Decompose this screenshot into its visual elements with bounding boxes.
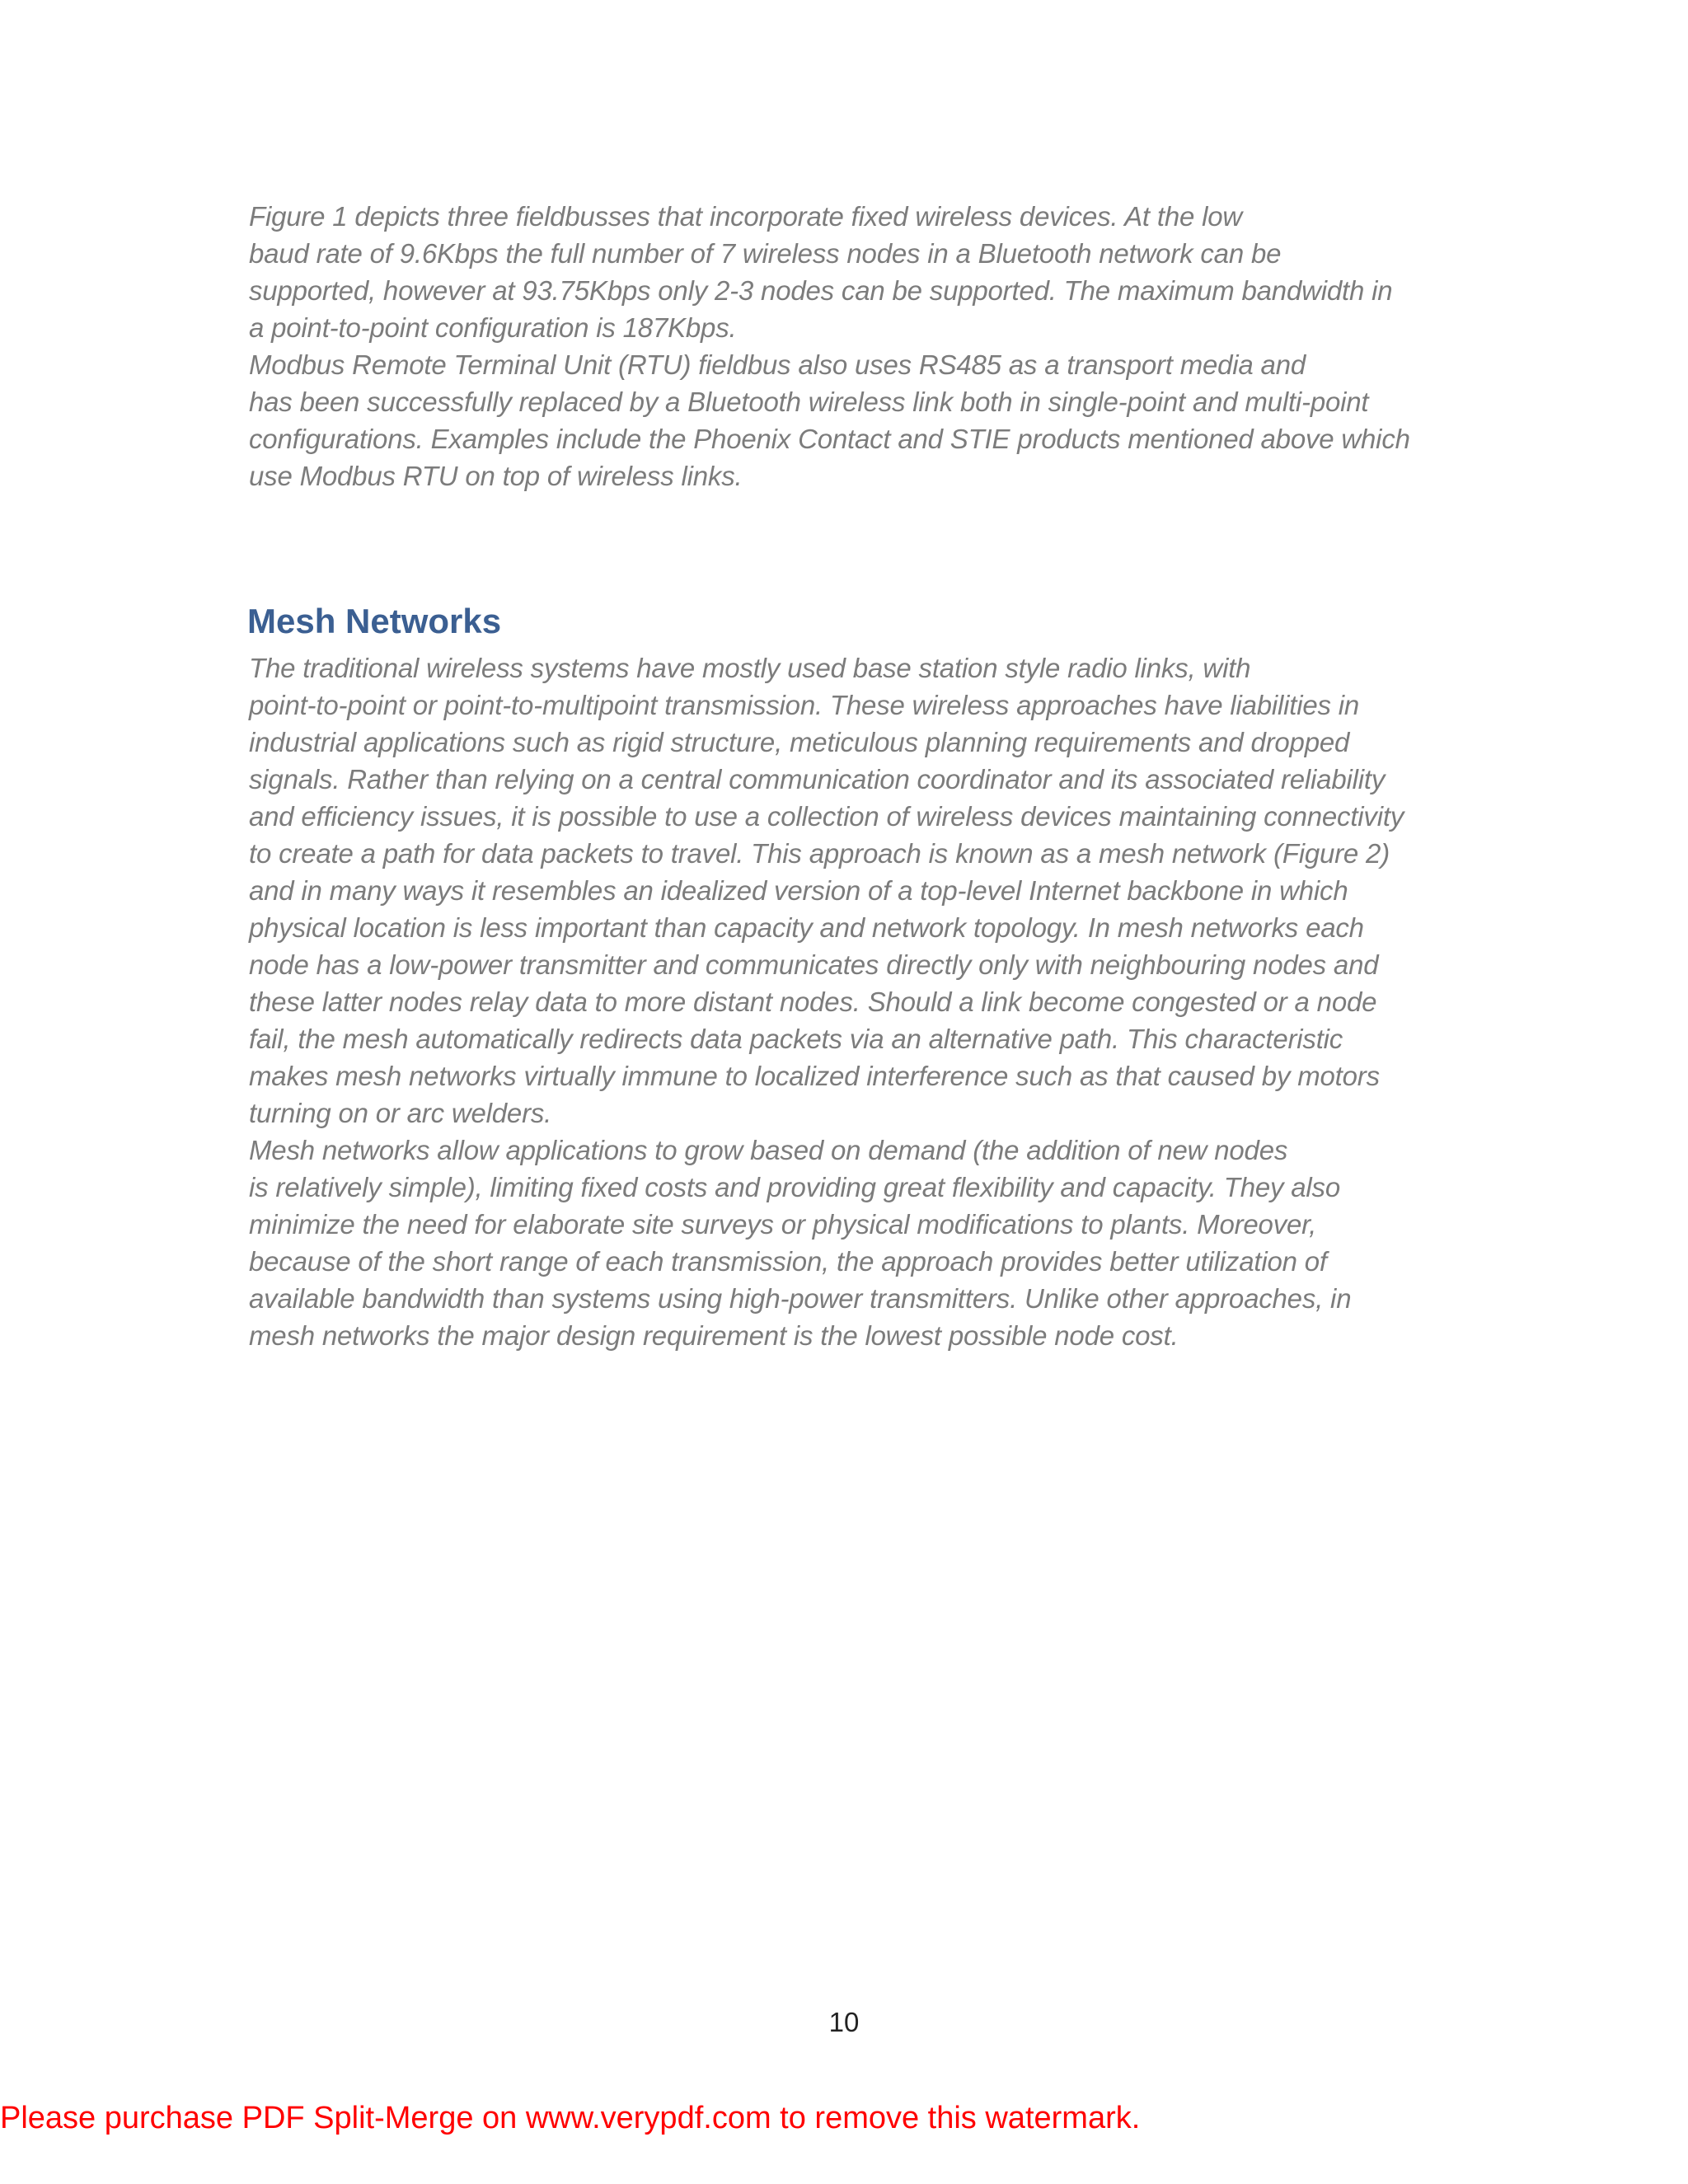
- paragraph-modbus-rtu: Modbus Remote Terminal Unit (RTU) fieldbus also uses RS485 as a transport media and has been successfully replaced by a Bluetooth wireless link both in single-point and multi-point configurations. Examples include the Phoenix Contact and STIE products mentioned above which use Modbus RTU on top of wireless links.: [249, 349, 1410, 491]
- page-number: 10: [828, 2007, 860, 2037]
- pdf-watermark: Please purchase PDF Split-Merge on www.verypdf.com to remove this watermark.: [0, 2101, 1141, 2135]
- paragraph-mesh-network-benefits: Mesh networks allow applications to grow based on demand (the addition of new nodes is relatively simple), limiting fixed costs and providing great flexibility and capacity. They also minimize the need for elaborate site surveys or physical modifications to plants. Moreover, because of the short range of each transmission, the approach provides better utilization of available bandwidth than systems using high-power transmitters. Unlike other approaches, in mesh networks the major design requirement is the lowest possible node cost.: [249, 1135, 1352, 1351]
- paragraph-mesh-network-description: The traditional wireless systems have mostly used base station style radio links, with point-to-point or point-to-multipoint transmission. These wireless approaches have liabilities in industrial applications such as rigid structure, meticulous planning requirements and dropped signals. Rather than relying on a central communication coordinator and its associated reliability and efficiency issues, it is possible to use a collection of wireless devices maintaining connectivity to create a path for data packets to travel. This approach is known as a mesh network (Figure 2) and in many ways it resembles an idealized version of a top-level Internet backbone in which physical location is less important than capacity and network topology. In mesh networks each node has a low-power transmitter and communicates directly only with neighbouring nodes and these latter nodes relay data to more distant nodes. Should a link become congested or a node fail, the mesh automatically redirects data packets via an alternative path. This characteristic makes mesh networks virtually immune to localized interference such as that caused by motors turning on or arc welders.: [249, 653, 1404, 1128]
- section-heading-mesh-networks: Mesh Networks: [247, 602, 502, 640]
- paragraph-fieldbus-figure-1: Figure 1 depicts three fieldbusses that incorporate fixed wireless devices. At the low baud rate of 9.6Kbps the full number of 7 wireless nodes in a Bluetooth network can be supported, however at 93.75Kbps only 2-3 nodes can be supported. The maximum bandwidth in a point-to-point configuration is 187Kbps.: [249, 201, 1393, 343]
